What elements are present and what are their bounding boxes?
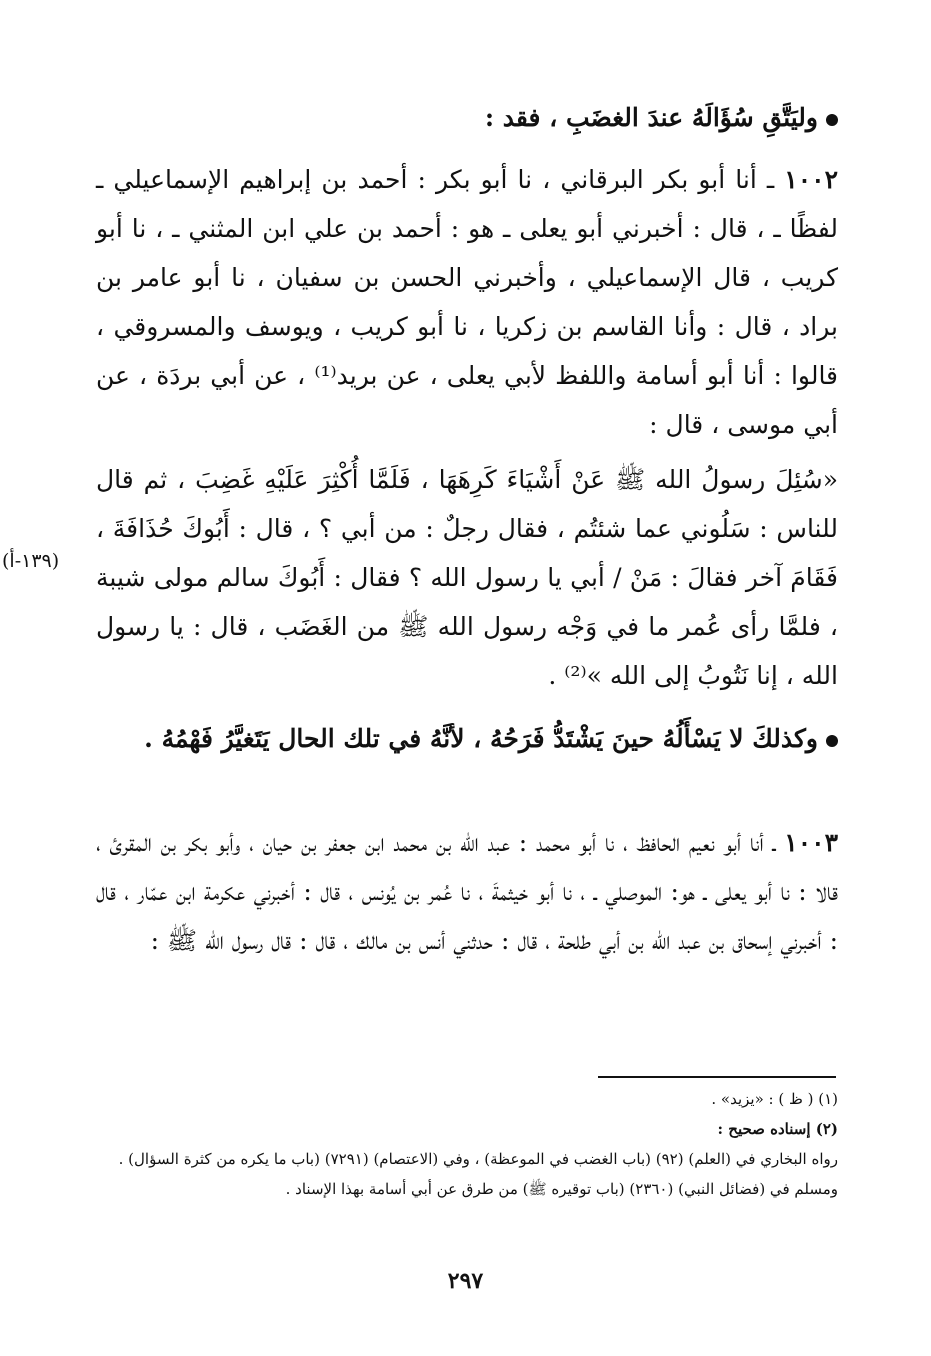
footnote-separator xyxy=(598,1076,836,1078)
hadith-number: ١٠٠٣ xyxy=(784,828,838,857)
footnote-2-title: (٢) إسناده صحيح : xyxy=(717,1120,838,1138)
hadith-1002 xyxy=(96,155,838,700)
heading-text: وكذلكَ لا يَسْأَلُهُ حينَ يَشْتَدُّ فَرَحُهُ ، لأنَّهُ في تلك الحال يَتَغيَّرُ فَهْمُهُ . xyxy=(144,724,818,753)
hadith-1003 xyxy=(96,818,838,965)
footnote-2-line-1: رواه البخاري في (العلم) (٩٢) (باب الغضب في الموعظة) ، وفي (الاعتصام) (٧٢٩١) (باب ما يكره من كثرة السؤال) . xyxy=(118,1150,838,1168)
bullet-icon xyxy=(826,735,838,747)
footnotes xyxy=(96,1084,838,1204)
section-heading-anger xyxy=(96,98,838,138)
footnote-1: (١) ( ظ ) : «يزيد» . xyxy=(711,1090,838,1108)
manuscript-folio-ref: (١٣٩-أ) xyxy=(2,550,60,572)
hadith-text: ـ أنا أبو نعيم الحافظ ، نا أبو محمد : عبد الله بن محمد ابن جعفر بن حيان ، وأبو بكر بن المقرئ ، قالا : نا أبو يعلى ـ هو: الموصلي ـ ، نا أبو خيثمةَ ، نا عُمر بن يُونس ، قال : أخبرني عكرمة ابن عمّار ، قال : أخبرني إسحاق بن عبد الله بن أبي طلحة ، قال : حدثني أنس بن مالك ، قال : قال رسول الله ﷺ : xyxy=(96,828,838,955)
heading-text: وليَتَّقِ سُؤَالَهُ عندَ الغضَبِ ، فقد : xyxy=(484,103,818,132)
footnote-2-line-2: ومسلم في (فضائل النبي) (٢٣٦٠) (باب توقيره ﷺ) من طرق عن أبي أسامة بهذا الإسناد . xyxy=(285,1180,838,1198)
hadith-1002-matn: «سُئِلَ رسولُ الله ﷺ عَنْ أَشْيَاءَ كَرِهَهَا ، فَلَمَّا أُكْثِرَ عَلَيْهِ غَضِبَ ، ثم قال للناس : سَلُوني عما شئتُم ، فقال رجلٌ : من أبي ؟ ، قال : أَبُوكَ حُذَافَةَ ، فَقَامَ آخر فقالَ : مَنْ / أبي يا رسول الله ؟ فقال : أَبُوكَ سالم مولى شيبة ، فلمَّا رأى عُمر ما في وَجْه رسول الله ﷺ من الغَضَب ، قال : يا رسول الله ، إنا نَتُوبُ إلى الله »⁽²⁾ . xyxy=(96,465,838,690)
hadith-number: ١٠٠٢ xyxy=(784,165,838,194)
section-heading-joy xyxy=(96,714,838,763)
page-number: ٢٩٧ xyxy=(447,1268,484,1294)
bullet-icon xyxy=(826,114,838,126)
hadith-1002-isnad xyxy=(96,155,838,449)
hadith-1003-text xyxy=(96,818,838,965)
isnad-text: ـ أنا أبو بكر البرقاني ، نا أبو بكر : أحمد بن إبراهيم الإسماعيلي ـ لفظًا ـ ، قال : أخبرني أبو يعلى ـ هو : أحمد بن علي ابن المثني ـ ، نا أبو كريب ، قال الإسماعيلي ، وأخبرني الحسن بن سفيان ، نا أبو عامر بن براد ، قال : وأنا القاسم بن زكريا ، نا أبو كريب ، ويوسف والمسروقي ، قالوا : أنا أبو أسامة واللفظ لأبي يعلى ، عن بريد⁽¹⁾ ، عن أبي بردَة ، عن أبي موسى ، قال : xyxy=(96,165,839,439)
